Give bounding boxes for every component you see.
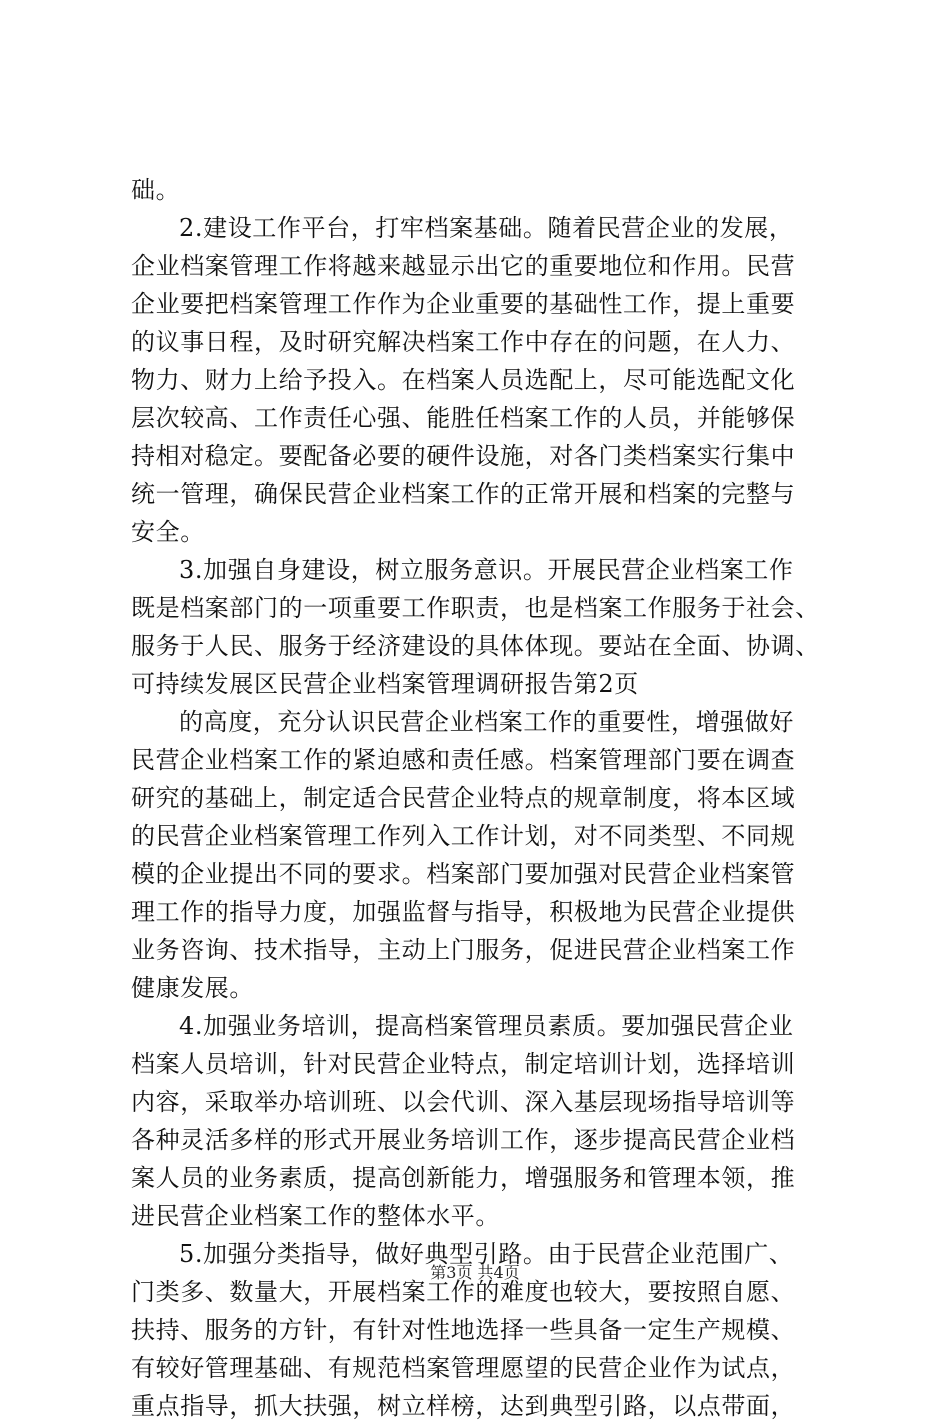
text-line: 物力、财力上给予投入。在档案人员选配上，尽可能选配文化 [131, 366, 796, 394]
text-line: 础。 [131, 176, 181, 204]
text-line: 企业要把档案管理工作作为企业重要的基础性工作，提上重要 [131, 290, 796, 318]
text-line: 各种灵活多样的形式开展业务培训工作，逐步提高民营企业档 [131, 1126, 796, 1154]
text-line: 持相对稳定。要配备必要的硬件设施，对各门类档案实行集中 [131, 442, 796, 470]
text-line: 服务于人民、服务于经济建设的具体体现。要站在全面、协调、 [131, 632, 820, 660]
document-body [131, 171, 831, 1425]
text-line: 内容，采取举办培训班、以会代训、深入基层现场指导培训等 [131, 1088, 796, 1116]
text-line: 既是档案部门的一项重要工作职责，也是档案工作服务于社会、 [131, 594, 820, 622]
text-line: 的议事日程，及时研究解决档案工作中存在的问题，在人力、 [131, 328, 796, 356]
text-line: 企业档案管理工作将越来越显示出它的重要地位和作用。民营 [131, 252, 796, 280]
text-line: 5.加强分类指导，做好典型引路。由于民营企业范围广、 [179, 1240, 794, 1268]
text-line: 进民营企业档案工作的整体水平。 [131, 1202, 500, 1230]
text-line: 扶持、服务的方针，有针对性地选择一些具备一定生产规模、 [131, 1316, 796, 1344]
text-line: 可持续发展区民营企业档案管理调研报告第2页 [131, 670, 639, 698]
text-line: 档案人员培训，针对民营企业特点，制定培训计划，选择培训 [131, 1050, 796, 1078]
text-line: 安全。 [131, 518, 205, 546]
text-line: 门类多、数量大，开展档案工作的难度也较大，要按照自愿、 [131, 1278, 796, 1306]
text-line: 统一管理，确保民营企业档案工作的正常开展和档案的完整与 [131, 480, 796, 508]
text-line: 健康发展。 [131, 974, 254, 1002]
text-line: 层次较高、工作责任心强、能胜任档案工作的人员，并能够保 [131, 404, 796, 432]
text-line: 理工作的指导力度，加强监督与指导，积极地为民营企业提供 [131, 898, 796, 926]
text-line: 2.建设工作平台，打牢档案基础。随着民营企业的发展， [179, 214, 794, 242]
page-footer: 第3页 共4页 [430, 1263, 520, 1282]
text-line: 的高度，充分认识民营企业档案工作的重要性，增强做好 [179, 708, 794, 736]
text-line: 的民营企业档案管理工作列入工作计划，对不同类型、不同规 [131, 822, 796, 850]
text-line: 重点指导，抓大扶强，树立样榜，达到典型引路，以点带面， [131, 1392, 796, 1420]
text-line: 研究的基础上，制定适合民营企业特点的规章制度，将本区域 [131, 784, 796, 812]
text-line: 4.加强业务培训，提高档案管理员素质。要加强民营企业 [179, 1012, 794, 1040]
text-line: 业务咨询、技术指导，主动上门服务，促进民营企业档案工作 [131, 936, 796, 964]
text-line: 民营企业档案工作的紧迫感和责任感。档案管理部门要在调查 [131, 746, 796, 774]
text-line: 模的企业提出不同的要求。档案部门要加强对民营企业档案管 [131, 860, 796, 888]
text-line: 有较好管理基础、有规范档案管理愿望的民营企业作为试点， [131, 1354, 796, 1382]
text-line: 3.加强自身建设，树立服务意识。开展民营企业档案工作 [179, 556, 794, 584]
text-line: 案人员的业务素质，提高创新能力，增强服务和管理本领，推 [131, 1164, 796, 1192]
